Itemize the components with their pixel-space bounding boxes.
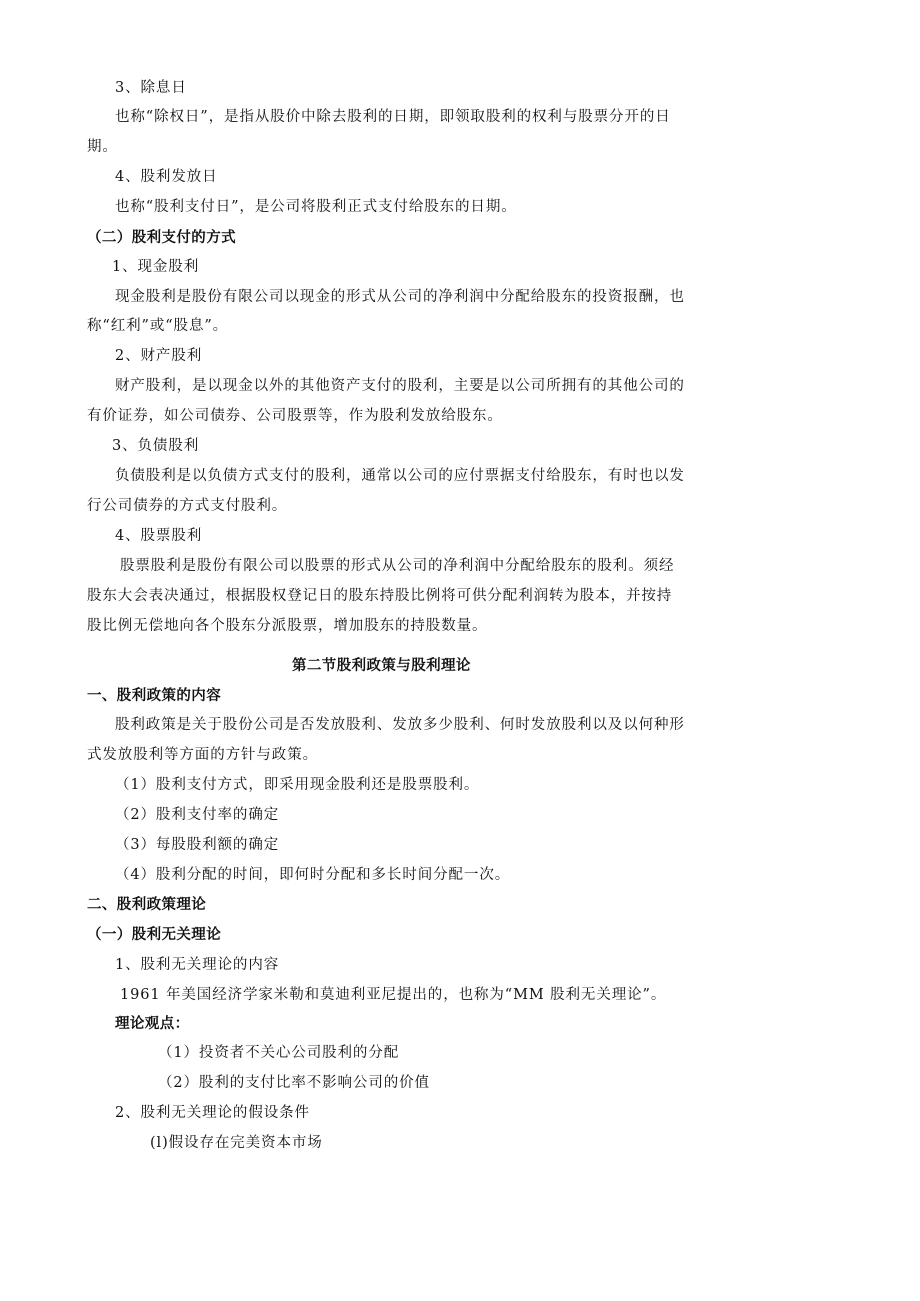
paragraph-line: 也称“除权日”，是指从股价中除去股利的日期，即领取股利的权利与股票分开的日 [115, 109, 671, 125]
list-item: （2）股利支付率的确定 [115, 807, 280, 823]
list-item: （3）每股股利额的确定 [115, 837, 280, 853]
paragraph-line: 股利政策是关于股份公司是否发放股利、发放多少股利、何时发放股利以及以何种形 [115, 717, 685, 733]
paragraph-line: 有价证券，如公司债券、公司股票等，作为股利发放给股东。 [87, 408, 503, 424]
paragraph-line: 期。 [87, 139, 118, 155]
heading-policy-theory: 二、股利政策理论 [87, 897, 207, 913]
paragraph-line: 股票股利是股份有限公司以股票的形式从公司的净利润中分配给股东的股利。须经 [120, 558, 675, 574]
list-item: （2）股利的支付比率不影响公司的价值 [158, 1075, 430, 1091]
heading-theory-content: 1、股利无关理论的内容 [115, 957, 280, 973]
list-item: （1）股利支付方式，即采用现金股利还是股票股利。 [115, 777, 480, 793]
theory-viewpoint-label: 理论观点： [115, 1016, 190, 1032]
section-heading-payment-methods: （二）股利支付的方式 [87, 230, 236, 246]
heading-stock-dividend: 4、股票股利 [115, 528, 203, 544]
paragraph-line: 财产股利，是以现金以外的其他资产支付的股利，主要是以公司所拥有的其他公司的 [115, 378, 685, 394]
heading-theory-assumptions: 2、股利无关理论的假设条件 [115, 1105, 310, 1121]
paragraph-line: 行公司债券的方式支付股利。 [87, 498, 288, 514]
paragraph-line: 称“红利”或“股息”。 [87, 318, 229, 334]
paragraph-line: 股东大会表决通过，根据股权登记日的股东持股比例将可供分配利润转为股本，并按持 [87, 588, 673, 604]
heading-policy-content: 一、股利政策的内容 [87, 688, 222, 704]
heading-ex-dividend-date: 3、除息日 [115, 80, 187, 96]
heading-property-dividend: 2、财产股利 [115, 348, 203, 364]
list-item: (l)假设存在完美资本市场 [150, 1135, 323, 1151]
paragraph-line: 股比例无偿地向各个股东分派股票，增加股东的持股数量。 [87, 618, 488, 634]
paragraph-line: 现金股利是股份有限公司以现金的形式从公司的净利润中分配给股东的投资报酬，也 [115, 289, 685, 305]
heading-liability-dividend: 3、负债股利 [112, 438, 200, 454]
paragraph-line: 也称“股利支付日”，是公司将股利正式支付给股东的日期。 [115, 199, 517, 215]
heading-payment-date: 4、股利发放日 [115, 169, 218, 185]
paragraph-line: 1961 年美国经济学家米勒和莫迪利亚尼提出的，也称为“MM 股利无关理论”。 [120, 987, 667, 1003]
paragraph-line: 式发放股利等方面的方针与政策。 [87, 747, 318, 763]
subheading-irrelevance-theory: （一）股利无关理论 [87, 927, 222, 943]
heading-cash-dividend: 1、现金股利 [112, 259, 200, 275]
list-item: （1）投资者不关心公司股利的分配 [158, 1045, 400, 1061]
section-title: 第二节股利政策与股利理论 [292, 658, 471, 674]
paragraph-line: 负债股利是以负债方式支付的股利，通常以公司的应付票据支付给股东，有时也以发 [115, 468, 685, 484]
list-item: （4）股利分配的时间，即何时分配和多长时间分配一次。 [115, 867, 511, 883]
